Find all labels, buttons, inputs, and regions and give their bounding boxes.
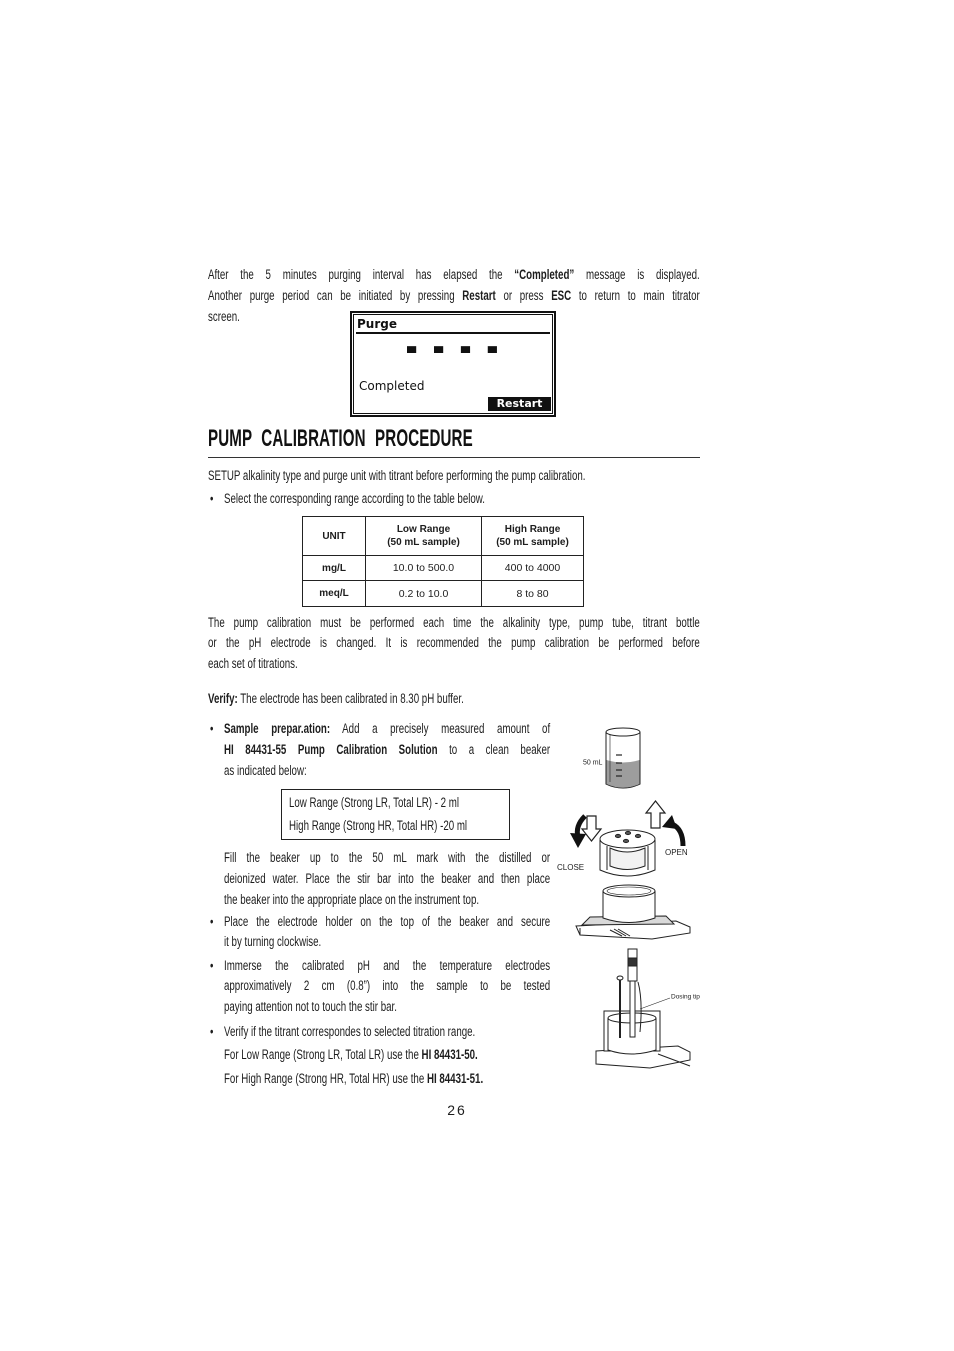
main-electrode-rod [630,981,635,1037]
beaker-rim [606,728,640,736]
bold-text: Verify: [208,690,238,706]
header-label: UNIT [322,530,346,542]
electrode-holder-illustration [600,830,655,876]
bullet-marker: • [210,1023,214,1039]
text-line [224,488,700,509]
bold-text: Sample prepar.ation: [224,720,331,736]
text-line [289,791,467,814]
open-arrowhead-icon [662,815,677,829]
low-range-cell: 10.0 to 500.0 [366,556,482,581]
electrode-assembly-illustration [596,949,690,1068]
bullet-marker: • [210,490,214,506]
text-span: or press [495,288,552,303]
holder-hole [623,839,628,842]
beaker-illustration [606,728,640,788]
close-arrows [570,816,601,848]
low-range-cell: 0.2 to 10.0 [366,581,482,607]
unit-cell: mg/L [303,556,366,581]
header-cell-low-range [366,517,482,556]
step-verify-titrant [224,1020,550,1091]
text-line [208,264,700,285]
text-line [224,1020,550,1044]
header-label: Low Range [396,524,451,535]
select-range-item [224,488,700,509]
text-line [224,976,550,997]
text-span: the beaker into the appropriate place on the instrument top. [224,891,480,907]
bullet-marker: • [210,957,214,973]
text-span: High Range (Strong HR, Total HR) -20 ml [289,818,468,833]
text-line [224,997,550,1018]
text-span: message is displayed. [574,267,700,282]
verify-line [208,688,700,709]
heading-rule [208,457,700,458]
text-span: each set of titrations. [208,655,298,671]
main-electrode-band [628,958,637,966]
sample-volume-box [281,789,510,840]
bullet-marker: • [210,720,214,736]
holder-hole [625,831,630,834]
bullet-marker: • [210,913,214,929]
text-span: to return to main titrator [571,288,700,303]
lcd-screen [350,311,556,417]
holder-hole [635,834,640,837]
table-row [303,556,584,581]
lcd-frame [353,314,553,414]
text-span: Place the electrode holder on the top of the beaker and secure [224,913,551,929]
text-span: Verify if the titrant correspondes to selected titration range. [224,1023,476,1039]
close-arrowhead-icon [570,833,586,848]
text-span: Low Range (Strong LR, Total LR) - 2 ml [289,795,459,810]
text-span: The pump calibration must be performed each time the alkalinity type, pump tube, titrant bottle [208,614,700,630]
page-number: 26 [447,1102,467,1118]
range-table [302,516,584,607]
lcd-readout: - - - - [405,320,501,377]
bold-text: HI 84431-55 Pump Calibration Solution [224,741,438,757]
dosing-tip-leader [640,998,670,1009]
setup-text [208,465,700,486]
text-line [224,868,550,889]
procedure-illustration [550,720,705,1075]
header-label: High Range [504,524,561,535]
text-span: SETUP alkalinity type and purge unit with titrant before performing the pump calibration. [208,467,586,483]
bold-text: ESC [551,288,572,303]
text-line [224,1043,550,1067]
step-immerse-electrodes [224,956,550,1018]
header-cell-high-range [482,517,584,556]
sample-volume-lines [289,791,467,837]
beaker-liquid [607,760,640,788]
text-span: deionized water. Place the stir bar into the beaker and then place [224,870,551,886]
bold-text: HI 84431-50. [421,1047,478,1062]
lcd-title: Purge [357,317,397,331]
unit-cell: meq/L [303,581,366,607]
text-line [208,285,700,306]
instrument-top-illustration [576,885,690,939]
text-span: Fill the beaker up to the 50 mL mark with the distilled or [224,849,551,865]
table-row [303,581,584,607]
text-line [208,688,700,709]
table-header-row [303,517,584,556]
text-span: After the 5 minutes purging interval has elapsed the [208,267,515,282]
text-span: The electrode has been calibrated in 8.30 pH buffer. [237,690,464,706]
text-line [208,613,700,634]
high-range-cell: 400 to 4000 [482,556,584,581]
text-span: paying attention not to touch the stir bar. [224,998,397,1014]
text-line [224,932,550,953]
text-span: For High Range (Strong HR, Total HR) use the [224,1070,427,1086]
text-line [208,633,700,654]
header-sublabel: (50 mL sample) [496,537,569,548]
text-line [224,847,550,868]
bold-text: “Completed” [514,267,575,282]
text-span: screen. [208,309,240,324]
holder-hole [615,834,620,837]
step-electrode-holder [224,912,550,953]
text-span: as indicated below: [224,762,307,778]
text-line [224,1067,550,1091]
text-span: Add a precisely measured amount of [330,720,551,736]
text-line [224,739,550,760]
text-span: or the pH electrode is changed. It is recommended the pump calibration be performed before [208,635,700,650]
header-sublabel: (50 mL sample) [387,537,460,548]
lcd-status-text: Completed [359,379,425,393]
text-span: Immerse the calibrated pH and the temperature electrodes [224,957,551,973]
calibration-note [208,613,700,675]
text-span: to a clean beaker [437,741,551,757]
text-line [224,889,550,910]
text-span: Another purge period can be initiated by pressing [208,288,463,303]
header-cell-unit [303,517,366,556]
restart-softkey: Restart [488,397,551,411]
text-line [289,814,467,837]
bold-text: Restart [462,288,496,303]
text-span: approximatively 2 cm (0.8”) into the sample to be tested [224,978,551,993]
text-line [224,956,550,977]
text-line [224,912,550,933]
step-sample-preparation [224,718,550,781]
text-span: Select the corresponding range according to the table below. [224,490,485,506]
text-line [208,654,700,675]
beaker-mark-label: 50 mL [583,759,603,767]
text-line [224,718,550,739]
text-line [224,760,550,781]
ph-electrode-cap [617,976,623,980]
up-arrow-icon [646,801,665,828]
open-label: OPEN [665,848,688,857]
text-span: For Low Range (Strong LR, Total LR) use the [224,1047,422,1062]
high-range-cell: 8 to 80 [482,581,584,607]
fill-instruction [224,847,550,910]
close-label: CLOSE [557,863,585,872]
text-line [208,465,700,486]
section-heading: PUMP CALIBRATION PROCEDURE [208,425,473,452]
bold-text: HI 84431-51. [426,1070,484,1086]
dosing-tip-label: Dosing tip [671,993,700,1001]
text-span: it by turning clockwise. [224,934,322,949]
